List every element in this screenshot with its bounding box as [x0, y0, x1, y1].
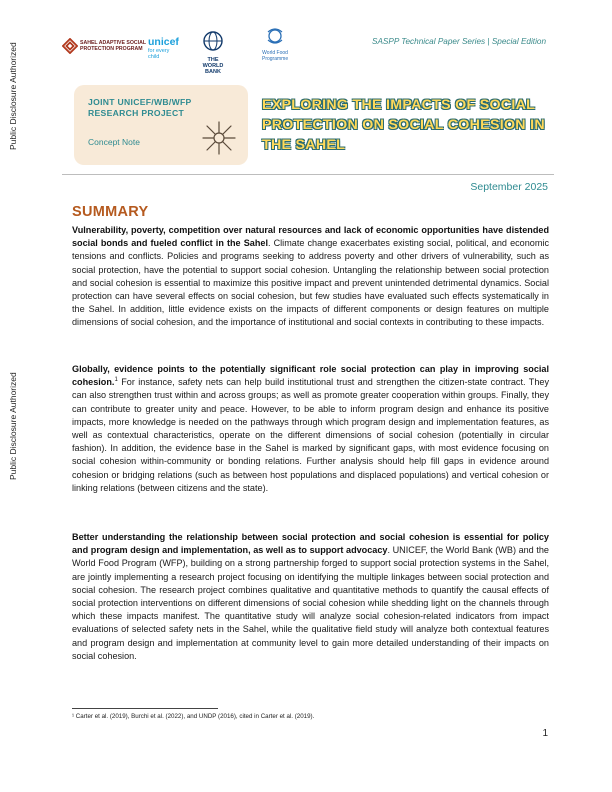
unicef-wordmark: unicef	[148, 36, 179, 48]
world-bank-logo	[202, 30, 224, 75]
world-bank-wordmark: THE WORLD BANK	[202, 57, 224, 75]
p3-lead: Better understanding the relationship between social protection and social cohesion is essential for policy and program design and implementation, as well as to support advocacy	[72, 532, 549, 556]
series-label: SASPP Technical Paper Series | Special Edition	[371, 37, 546, 46]
document-title: EXPLORING THE IMPACTS OF SOCIAL PROTECTION ON SOCIAL COHESION IN THE SAHEL	[262, 97, 545, 153]
p2-lead: Globally, evidence points to the potentially significant role social protection can play in improving social cohesion.	[72, 364, 549, 388]
unicef-tagline: for every child	[148, 48, 170, 60]
globe-icon	[202, 30, 224, 52]
header-divider	[62, 174, 554, 175]
p1-lead: Vulnerability, poverty, competition over natural resources and lack of economic opportunities have distended social bonds and fueled conflict in the Sahel	[72, 225, 549, 249]
saspp-logo	[62, 38, 150, 54]
concept-note-box	[74, 85, 248, 165]
wfp-emblem-icon	[265, 26, 285, 46]
disclosure-label-top: Public Disclosure Authorized	[8, 42, 18, 150]
project-label: JOINT UNICEF/WB/WFP RESEARCH PROJECT	[88, 97, 192, 118]
joined-hands-icon	[198, 117, 240, 159]
concept-note-label: Concept Note	[88, 137, 140, 147]
p1-body: . Climate change exacerbates existing social, political, and economic tensions and conflicts. Policies and programs seeking to address poverty and other drivers of vulnerability, such as social protection, have the potential to support social cohesion. Untangling the relationship between social protection and social cohesion is essential to maximize this positive impact and prevent unintended detrimental dynamics. Social protection can have several effects on social cohesion, but few studies have evaluated such effects systematically in the Sahel. In addition, little evidence exists on the impacts of different components or design features on multiple dimensions of social cohesion, and the importance of institutional and social contexts in contributing to these impacts.	[72, 238, 549, 328]
summary-heading: SUMMARY	[72, 204, 149, 220]
summary-paragraph-2	[72, 363, 549, 495]
unicef-logo	[148, 36, 179, 60]
p2-body: For instance, safety nets can help build institutional trust and strengthen the citizen-state contract. They can also strengthen trust within and across groups; as well as promote greater cooperation within groups. Finally, they can contribute to greater unity and peace. However, to be able to inform program design and enhance its positive impacts, more knowledge is needed on the pathways through which program design and implementation features, as well as contextual characteristics, operate on the different dimensions of social cohesion (potentially in circular fashion). In addition, the evidence base in the Sahel is marked by significant gaps, with most evidence focusing on social cohesion within-community or bonding relations. Further analysis should help fill gaps in evidence around cohesion or bridging relations (such as between host populations and displaced populations) and vertical cohesion or linking relations (between citizens and the state).	[72, 377, 549, 493]
page-number: 1	[542, 728, 548, 739]
publication-date: September 2025	[470, 181, 548, 193]
disclosure-label-bottom: Public Disclosure Authorized	[8, 372, 18, 480]
wfp-logo	[262, 26, 288, 62]
saspp-knot-icon	[62, 38, 78, 54]
footnote-divider	[72, 708, 218, 709]
summary-paragraph-1	[72, 224, 549, 330]
summary-paragraph-3	[72, 531, 549, 663]
p3-body: . UNICEF, the World Bank (WB) and the World Food Program (WFP), building on a strong partnership forged to support social protection systems in the Sahel, are jointly implementing a research project focusing on identifying the multiple linkages between social protection and social cohesion. The research project combines qualitative and quantitative methods to quantify the causal effects of social protection interventions on different dimensions of social cohesion while shedding light on the channels through which these impacts manifest. The quantitative study will analyze social cohesion-related indicators from impact evaluations of selected safety nets in the Sahel, while the qualitative field study will analyze both contextual features and program design and implementation at community level to gain more detailed understanding of their impacts on social cohesion.	[72, 545, 549, 661]
footnote: ¹ Carter et al. (2019), Burchi et al. (2022), and UNDP (2016), cited in Carter et al. (2019).	[72, 713, 315, 720]
saspp-logo-text: SAHEL ADAPTIVE SOCIAL PROTECTION PROGRAM	[80, 40, 146, 52]
wfp-wordmark: World Food Programme	[262, 50, 289, 62]
footnote-ref[interactable]: 1	[114, 377, 118, 384]
